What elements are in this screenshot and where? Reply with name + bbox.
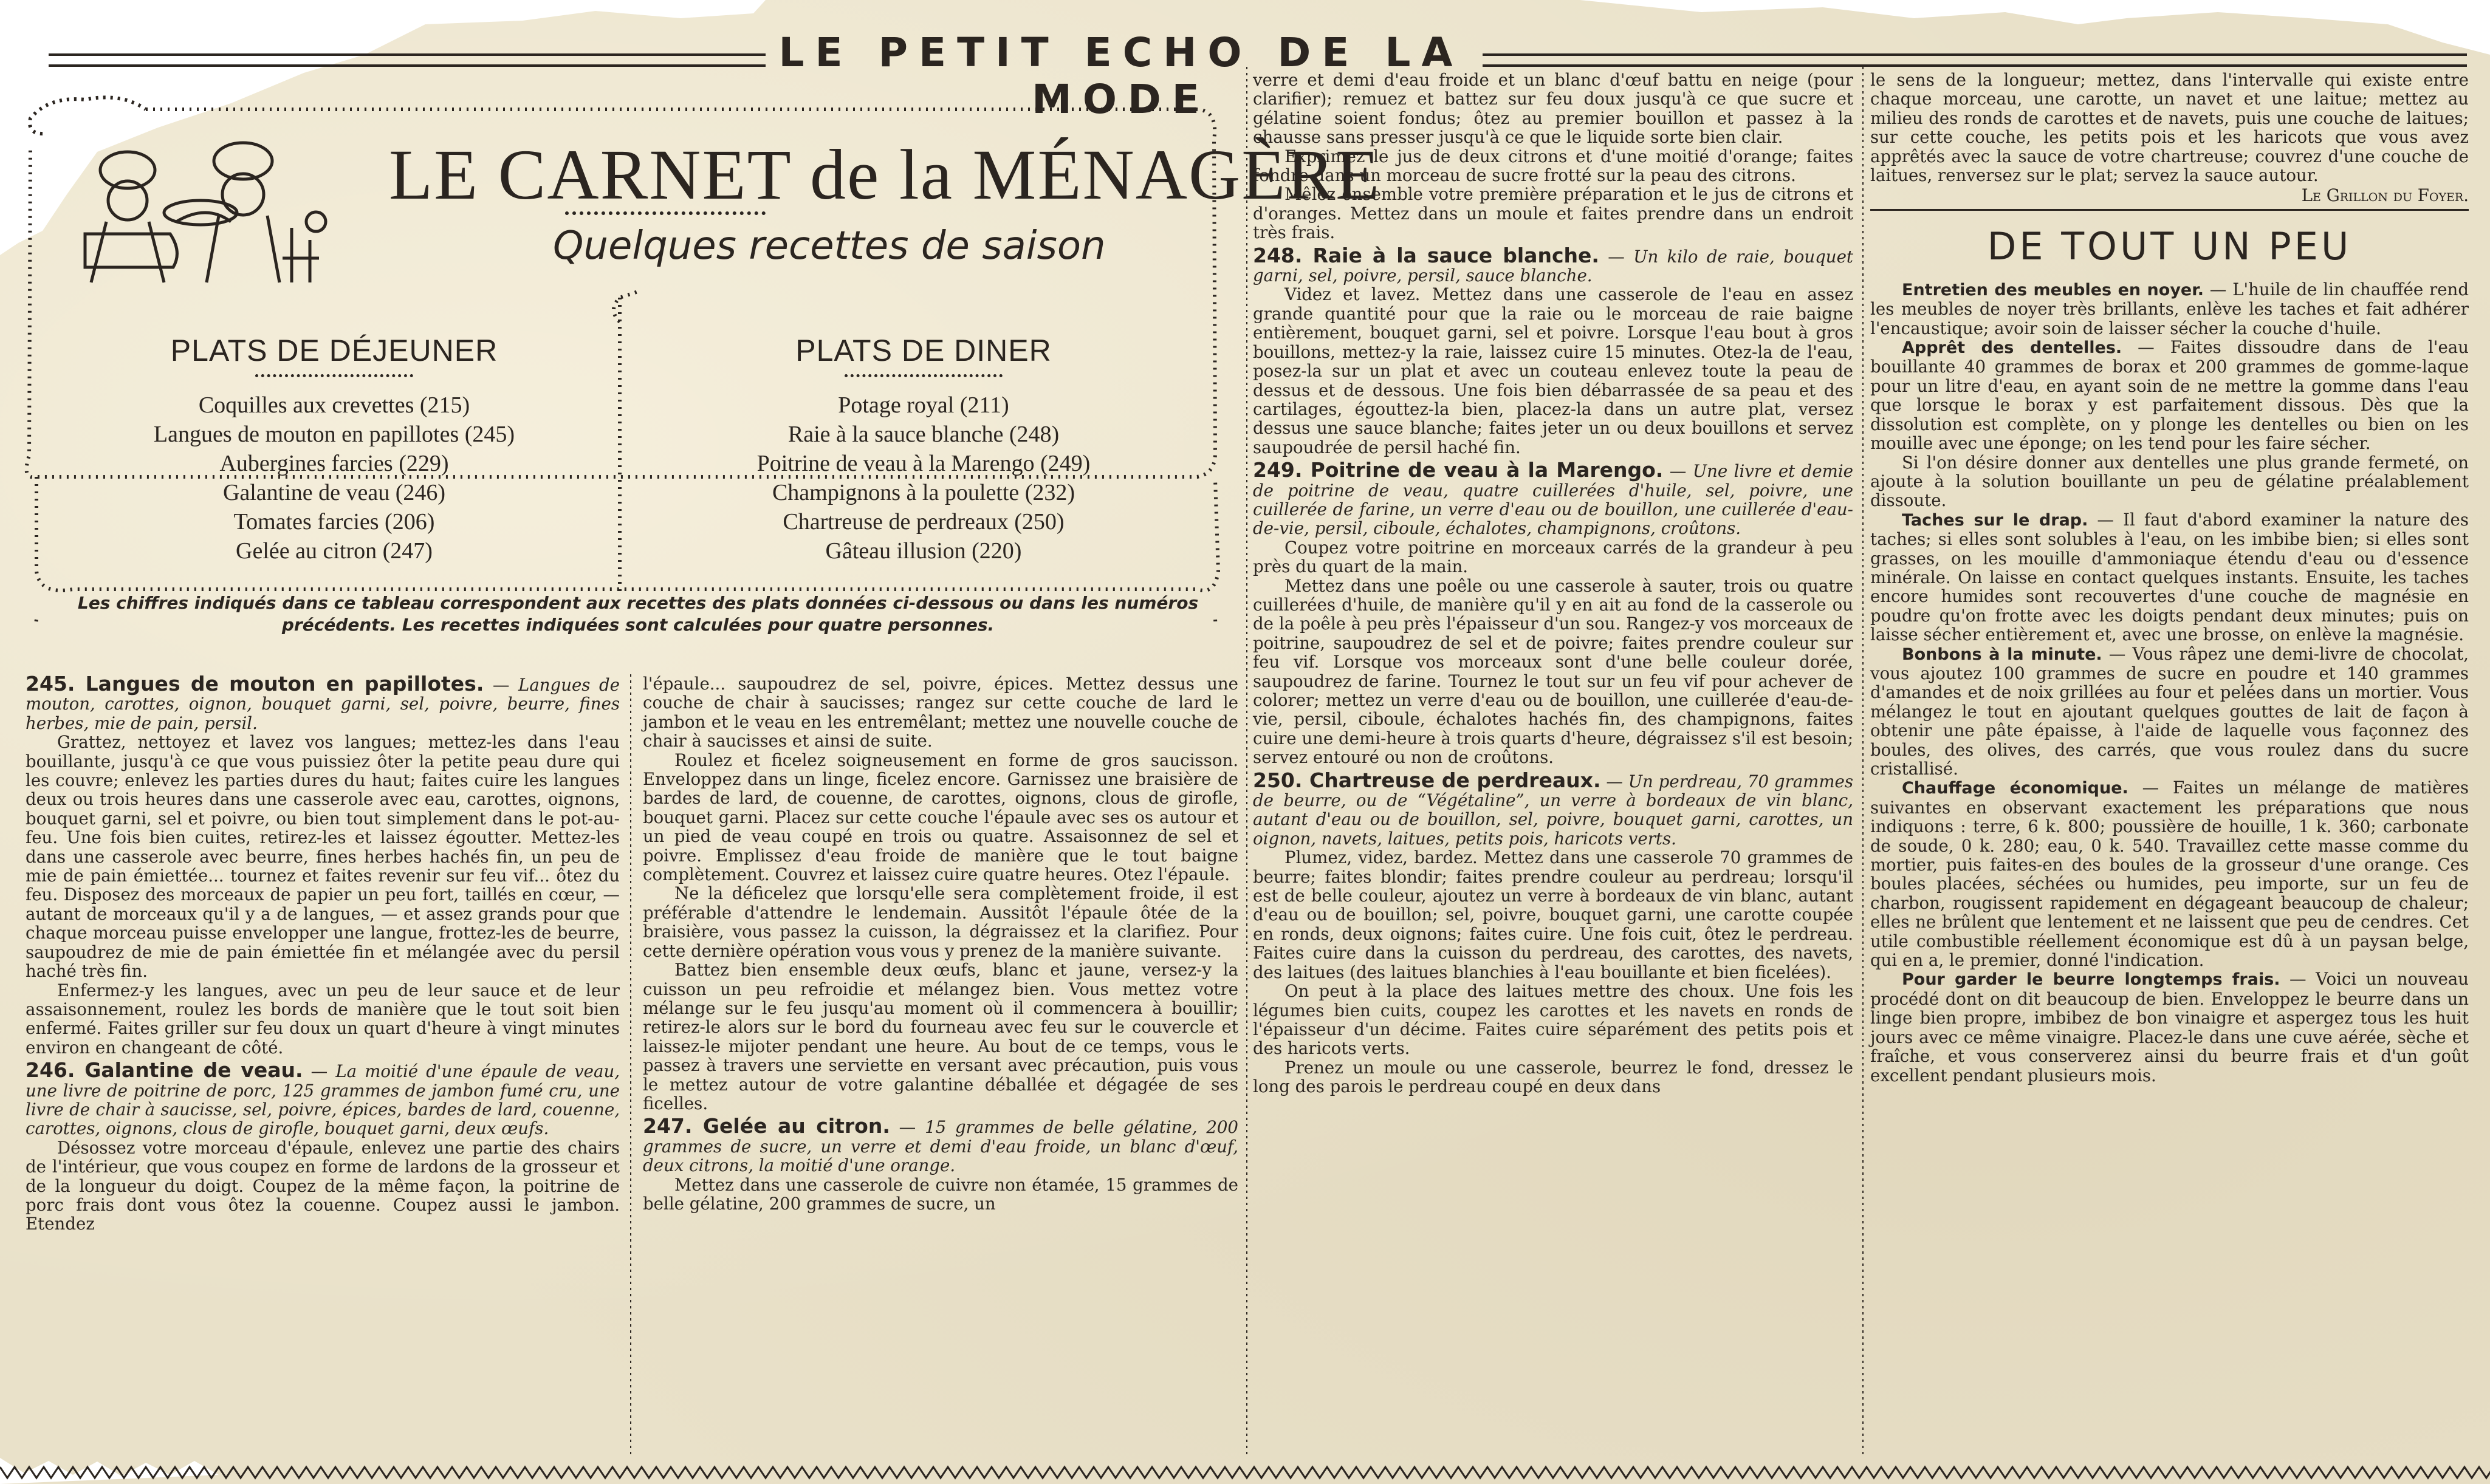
ingredients: La moitié d'une épaule de veau, une livre de poitrine de porc, 125 grammes de jambon fumé cru, une livre de chair à saucisse, sel, poivre, épices, bardes de lard, couenne, carottes, oignons, clous de girofle, bouquet garni, deux œufs.	[26, 1061, 620, 1139]
dejeuner-item: Gelée au citron (247)	[236, 538, 433, 564]
paragraph: Roulez et ficelez soigneusement en forme de gros saucisson. Enveloppez dans un linge, ficelez encore. Garnissez une braisière de bardes de lard, de couenne, de carottes, oignons, clous de girofle, bouquet garni. Placez sur cette couche l'épaule avec ses os autour et un pied de veau coupé en trois ou quatre. Assaisonnez de sel et poivre. Emplissez d'eau froide de manière que le tout baigne complètement. Couvrez et laissez cuire quatre heures. Otez l'épaule.	[643, 750, 1238, 885]
diner-item: Chartreuse de perdreaux (250)	[783, 509, 1065, 535]
dejeuner-item: Galantine de veau (246)	[222, 480, 446, 505]
paragraph: le sens de la longueur; mettez, dans l'intervalle qui existe entre chaque morceau, une carotte, un navet et une laitue; mettez au milieu des ronds de carottes et de navets, puis une couche de laitues; sur cette couche, les petits pois et les haricots que vous avez apprêtés avec la sauce de votre chartreuse; couvrez d'une couche de laitues, renversez sur le plat; servez la sauce autour.	[1870, 70, 2469, 186]
entry-text: Il faut d'abord examiner la nature des taches; si elles sont solubles à l'eau, on les imbibe bien; si elles sont grasses, on les mouille d'ammoniaque étendu d'eau ou d'essence minérale. On laisse en contact quelques instants. Ensuite, les taches encore humides sont recouvertes d'une couche de magnésie en poudre qu'on frotte avec les doigts pendant deux minutes; puis on laisse sécher entièrement et, avec une brosse, on enlève la magnésie.	[1870, 509, 2469, 645]
recipe-247: 247. Gelée au citron. — 15 grammes de belle gélatine, 200 grammes de sucre, un verre et demi d'eau froide, un blanc d'œuf, deux citrons, la moitié d'une orange.	[643, 1114, 1238, 1176]
entry-title: Pour garder le beurre longtemps frais.	[1902, 970, 2280, 990]
entry-text: Voici un nouveau procédé dont on dit beaucoup de bien. Enveloppez le beurre dans un linge bien propre, imbibez de bon vinaigre et aspergez tous les huit jours avec ce même vinaigre. Placez-le dans une cuve aérée, sèche et fraîche, et vous conserverez ainsi du beurre frais et d'un goût excellent pendant plusieurs mois.	[1870, 969, 2469, 1086]
dejeuner-item: Aubergines farcies (229)	[219, 451, 449, 476]
dejeuner-item: Langues de mouton en papillotes (245)	[153, 422, 515, 447]
de-tout-un-peu-title: DE TOUT UN PEU	[1987, 224, 2352, 268]
ingredients: Langues de mouton, carottes, oignon, bouquet garni, sel, poivre, beurre, fines herbes, mie de pain, persil.	[26, 675, 620, 733]
recipe-249: 249. Poitrine de veau à la Marengo. — Une livre et demie de poitrine de veau, quatre cuillerées d'huile, sel, poivre, une cuillerée de farine, un verre d'eau ou de bouillon, une cuillerée d'eau-de-vie, persil, ciboule, échalotes, champignons, croûtons.	[1253, 458, 1853, 539]
paragraph: Ne la déficelez que lorsqu'elle sera complètement froide, il est préférable d'attendre le lendemain. Aussitôt l'épaule ôtée de la braisière, vous passez la cuisson, la dégraissez et la clarifiez. Pour cette dernière opération vous vous y prenez de la manière suivante.	[643, 883, 1238, 961]
entry-dentelles: Apprêt des dentelles. — Faites dissoudre dans de l'eau bouillante 40 grammes de borax et 200 grammes de gomme-laque pour un litre d'eau, en ayant soin de ne mettre la gomme dans l'eau que lorsque le borax y est parfaitement dissous. Dès que la dissolution est complète, on y plonge les dentelles ou bien on les mouille avec une éponge; on les tend pour les faire sécher.	[1870, 337, 2469, 454]
ingredients: 15 grammes de belle gélatine, 200 grammes de sucre, un verre et demi d'eau froide, un blanc d'œuf, deux citrons, la moitié d'une orange.	[643, 1117, 1238, 1176]
diner-item: Gâteau illusion (220)	[825, 538, 1022, 564]
recipe-246: 246. Galantine de veau. — La moitié d'une épaule de veau, une livre de poitrine de porc, 125 grammes de jambon fumé cru, une livre de chair à saucisse, sel, poivre, épices, bardes de lard, couenne, carottes, oignons, clous de girofle, bouquet garni, deux œufs.	[26, 1058, 620, 1139]
dejeuner-heading: PLATS DE DÉJEUNER	[170, 333, 498, 368]
paragraph: Coupez votre poitrine en morceaux carrés de la grandeur à peu près du quart de la main.	[1253, 537, 1853, 577]
recipe-245: 245. Langues de mouton en papillotes. — Langues de mouton, carottes, oignon, bouquet garni, sel, poivre, beurre, fines herbes, mie de pain, persil.	[26, 672, 620, 733]
diner-heading: PLATS DE DINER	[795, 333, 1052, 368]
paragraph: Mettez dans une poêle ou une casserole à sauter, trois ou quatre cuillerées d'huile, de manière qu'il y en ait au fond de la casserole ou de la poêle à peu près l'épaisseur d'un sou. Rangez-y vos morceaux de poitrine, saupoudrez de sel et de poivre; faites prendre couleur sur feu vif. Lorsque vos morceaux sont d'une belle couleur dorée, saupoudrez de farine. Tournez le tout sur un feu vif pour achever de colorer; mettez un verre d'eau ou de bouillon, une cuillerée d'eau-de-vie, persil, ciboule, échalotes hachés fin, des champignons, faites cuire une demi-heure à trois quarts d'heure, dégraissez s'il est besoin; servez entouré ou non de croûtons.	[1253, 575, 1853, 768]
carnet-note-line1: Les chiffres indiqués dans ce tableau correspondent aux recettes des plats données ci-dessous ou dans les numéros	[77, 593, 1199, 613]
entry-text: Faites un mélange de matières suivantes en observant exactement les préparations que nous indiquons : terre, 6 k. 800; poussière de houille, 1 k. 360; carbonate de soude, 0 k. 280; eau, 0 k. 540. Travaillez cette masse comme du mortier, puis faites-en des boules de la grosseur d'une orange. Ces boules placées, séchées ou humides, peu importe, sur un feu de charbon, rougissent rapidement en dégageant beaucoup de chaleur; elles ne brûlent que lentement et ne laissent que peu de cendres. Cet utile combustible réellement économique est dû à un paysan belge, qui en a, le premier, donné l'indication.	[1870, 778, 2469, 971]
paragraph: Mêlez ensemble votre première préparation et le jus de citrons et d'oranges. Mettez dans un moule et faites prendre dans un endroit très frais.	[1253, 184, 1853, 243]
paragraph: Grattez, nettoyez et lavez vos langues; mettez-les dans l'eau bouillante, jusqu'à ce que vous puissiez ôter la petite peau dure qui les couvre; enlevez les parties dures du haut; faites cuire les langues deux ou trois heures dans une casserole avec eau, carottes, oignons, bouquet garni, sel et poivre, ou bien tout simplement dans le pot-au-feu. Une fois bien cuites, retirez-les et laissez égoutter. Mettez-les dans une casserole avec beurre, fines herbes hachés fin, un peu de mie de pain émiettée... tournez et faites revenir sur feu vif... ôtez du feu. Disposez des morceaux de papier un peu fort, taillés en cœur, — autant de morceaux qu'il y a de langues, — et assez grands pour que chaque morceau puisse envelopper une langue, frottez-les de beurre, saupoudrez de mie de pain émiettée fin et mélangée avec du persil haché très fin.	[26, 732, 620, 982]
ingredients: Une livre et demie de poitrine de veau, quatre cuillerées d'huile, sel, poivre, une cuillerée de farine, un verre d'eau ou de bouillon, une cuillerée d'eau-de-vie, persil, ciboule, échalotes, champignons, croûtons.	[1253, 461, 1853, 539]
entry-title: Taches sur le drap.	[1902, 510, 2088, 530]
carnet-note-line2: précédents. Les recettes indiquées sont calculées pour quatre personnes.	[281, 615, 995, 635]
entry-title: Bonbons à la minute.	[1902, 645, 2102, 664]
entry-text: Vous râpez une demi-livre de chocolat, vous ajoutez 100 grammes de sucre en poudre et 140 grammes d'amandes et de noix grillées au four et pelées dans un mortier. Vous mélangez le tout en ajoutant quelques gouttes de lait de façon à obtenir une pâte épaisse, à l'aide de laquelle vous façonnez des boules, des olives, des carrés, que vous roulez dans du sucre cristallisé.	[1870, 643, 2469, 779]
recipe-title: 249. Poitrine de veau à la Marengo.	[1253, 458, 1664, 482]
diner-item: Potage royal (211)	[838, 392, 1009, 418]
paragraph: Plumez, videz, bardez. Mettez dans une casserole 70 grammes de beurre; faites blondir; faites prendre couleur au perdreau; lorsqu'il est de belle couleur, ajoutez un verre à bordeaux de vin blanc, autant d'eau ou de bouillon; sel, poivre, bouquet garni, une carotte coupée en ronds, deux oignons; faites cuire. Une fois cuit, ôtez le perdreau. Faites cuire dans la cuisson du perdreau, des carottes, des navets, des laitues (des laitues blanchies à l'eau bouillante et bien ficelées).	[1253, 847, 1853, 982]
recipe-title: 247. Gelée au citron.	[643, 1114, 890, 1138]
entry-bonbons: Bonbons à la minute. — Vous râpez une demi-livre de chocolat, vous ajoutez 100 grammes de sucre en poudre et 140 grammes d'amandes et de noix grillées au four et pelées dans un mortier. Vous mélangez le tout en ajoutant quelques gouttes de lait de façon à obtenir une pâte épaisse, à l'aide de laquelle vous façonnez des boules, des olives, des carrés, que vous roulez dans du sucre cristallisé.	[1870, 643, 2469, 779]
masthead-title: LE PETIT ECHO DE LA MODE	[778, 29, 1464, 123]
entry-title: Entretien des meubles en noyer.	[1902, 280, 2204, 299]
recipe-250: 250. Chartreuse de perdreaux. — Un perdreau, 70 grammes de beurre, ou de “Végétaline”, un verre à bordeaux de vin blanc, autant d'eau ou de bouillon, sel, poivre, bouquet garni, carottes, un oignon, navets, laitues, petits pois, haricots verts.	[1253, 768, 1853, 849]
dejeuner-item: Coquilles aux crevettes (215)	[198, 392, 470, 418]
carnet-subtitle: Quelques recettes de saison	[553, 224, 1106, 268]
diner-item: Champignons à la poulette (232)	[772, 480, 1075, 505]
entry-text: Faites dissoudre dans de l'eau bouillante 40 grammes de borax et 200 grammes de gomme-laque pour un litre d'eau, en ayant soin de ne mettre la gomme dans l'eau que lorsque le borax y est parfaitement dissous. Dès que la dissolution est complète, on y plonge les dentelles ou bien on les mouille avec une éponge; on les tend pour les faire sécher.	[1870, 337, 2469, 454]
paragraph: Exprimez le jus de deux citrons et d'une moitié d'orange; faites fondre dans un morceau de sucre frotté sur la peau des citrons.	[1253, 146, 1853, 186]
recipe-title: 245. Langues de mouton en papillotes.	[26, 672, 484, 696]
recipe-title: 250. Chartreuse de perdreaux.	[1253, 768, 1601, 792]
paragraph: Prenez un moule ou une casserole, beurrez le fond, dressez le long des parois le perdreau coupé en deux dans	[1253, 1057, 1853, 1097]
paragraph: Désossez votre morceau d'épaule, enlevez une partie des chairs de l'intérieur, que vous coupez en forme de lardons de la grosseur et de la longueur du doigt. Coupez de la même façon, la poitrine de porc frais dont vous ôtez la couenne. Coupez aussi le jambon. Etendez	[26, 1137, 620, 1234]
entry-beurre: Pour garder le beurre longtemps frais. — Voici un nouveau procédé dont on dit beaucoup de bien. Enveloppez le beurre dans un linge bien propre, imbibez de bon vinaigre et aspergez tous les huit jours avec ce même vinaigre. Placez-le dans une cuve aérée, sèche et fraîche, et vous conserverez ainsi du beurre frais et d'un goût excellent pendant plusieurs mois.	[1870, 969, 2469, 1086]
dejeuner-item: Tomates farcies (206)	[233, 509, 435, 535]
carnet-title: LE CARNET de la MÉNAGÈRE	[389, 135, 1381, 214]
diner-item: Poitrine de veau à la Marengo (249)	[756, 451, 1091, 476]
ingredients: Un perdreau, 70 grammes de beurre, ou de “Végétaline”, un verre à bordeaux de vin blanc, autant d'eau ou de bouillon, sel, poivre, bouquet garni, carottes, un oignon, navets, laitues, petits pois, haricots verts.	[1253, 771, 1853, 849]
signature: Le Grillon du Foyer.	[2301, 185, 2469, 206]
paragraph: Mettez dans une casserole de cuivre non étamée, 15 grammes de belle gélatine, 200 grammes de sucre, un	[643, 1174, 1238, 1214]
entry-chauffage: Chauffage économique. — Faites un mélange de matières suivantes en observant exactement les préparations que nous indiquons : terre, 6 k. 800; poussière de houille, 1 k. 360; carbonate de soude, 0 k. 280; eau, 0 k. 540. Travaillez cette masse comme du mortier, puis faites-en des boules de la grosseur d'une orange. Ces boules placées, séchées ou humides, peu importe, sur un feu de charbon, rougissent rapidement en dégageant beaucoup de chaleur; elles ne brûlent que lentement et ne laissent que peu de cendres. Cet utile combustible réellement économique est dû à un paysan belge, qui en a, le premier, donné l'indication.	[1870, 778, 2469, 971]
recipe-title: 246. Galantine de veau.	[26, 1058, 303, 1082]
recipe-title: 248. Raie à la sauce blanche.	[1253, 243, 1599, 267]
paragraph: Enfermez-y les langues, avec un peu de leur sauce et de leur assaisonnement, roulez les bords de manière que le tout soit bien enfermé. Faites griller sur feu doux un quart d'heure à vingt minutes environ en changeant de côté.	[26, 980, 620, 1058]
ingredients: Un kilo de raie, bouquet garni, sel, poivre, persil, sauce blanche.	[1253, 246, 1853, 286]
paragraph: l'épaule... saupoudrez de sel, poivre, épices. Mettez dessus une couche de chair à saucisses; rangez sur cette couche de lard le jambon et le veau en les entremêlant; mettez une nouvelle couche de chair à saucisses et ainsi de suite.	[643, 674, 1238, 751]
paragraph: On peut à la place des laitues mettre des choux. Une fois les légumes bien cuits, coupez les carottes et les navets en ronds de l'épaisseur d'un décime. Faites cuire séparément des petits pois et des haricots verts.	[1253, 981, 1853, 1059]
entry-meubles: Entretien des meubles en noyer. — L'huile de lin chauffée rend les meubles de noyer très brillants, enlève les taches et fait adhérer l'encaustique; avoir soin de laisser sécher la couche d'huile.	[1870, 279, 2469, 338]
paragraph: Battez bien ensemble deux œufs, blanc et jaune, versez-y la cuisson un peu refroidie et mélangez bien. Vous mettez votre mélange sur le feu jusqu'au moment où il commencera à bouillir; retirez-le alors sur le bord du fourneau avec feu sur le couvercle et laissez-le mijoter pendant une heure. Au bout de ce temps, vous le passez à travers une serviette en versant avec précaution, puis vous le mettez autour de votre galantine déballée et dégagée de ses ficelles.	[643, 960, 1238, 1113]
entry-title: Chauffage économique.	[1902, 779, 2128, 798]
paragraph: Si l'on désire donner aux dentelles une plus grande fermeté, on ajoute à la solution bouillante un peu de gélatine préalablement dissoute.	[1870, 452, 2469, 511]
diner-item: Raie à la sauce blanche (248)	[787, 422, 1060, 447]
entry-taches: Taches sur le drap. — Il faut d'abord examiner la nature des taches; si elles sont solubles à l'eau, on les imbibe bien; si elles sont grasses, on les mouille d'ammoniaque étendu d'eau ou d'essence minérale. On laisse en contact quelques instants. Ensuite, les taches encore humides sont recouvertes d'une couche de magnésie en poudre qu'on frotte avec les doigts pendant deux minutes; puis on laisse sécher entièrement et, avec une brosse, on enlève la magnésie.	[1870, 509, 2469, 645]
entry-text: L'huile de lin chauffée rend les meubles de noyer très brillants, enlève les taches et fait adhérer l'encaustique; avoir soin de laisser sécher la couche d'huile.	[1870, 279, 2469, 338]
bottom-border	[0, 1461, 2490, 1484]
paragraph: verre et demi d'eau froide et un blanc d'œuf battu en neige (pour clarifier); remuez et battez sur feu doux jusqu'à ce que sucre et gélatine soient fondus; ôtez au premier bouillon et passez à la chausse sans presser jusqu'à ce que le liquide sorte bien clair.	[1253, 70, 1853, 148]
paragraph: Videz et lavez. Mettez dans une casserole de l'eau en assez grande quantité pour que la raie ou le morceau de raie baigne entièrement, bouquet garni, sel et poivre. Lorsque l'eau bout à gros bouillons, mettez-y la raie, laissez cuire 15 minutes. Otez-la de l'eau, posez-la sur un plat et avec un couteau enlevez toute la peau de dessus et de dessous. Une fois bien débarrassée de sa peau et des cartilages, égouttez-la bien, placez-la dans un autre plat, versez dessus une sauce blanche; faites jeter un ou deux bouillons et servez saupoudrée de persil haché fin.	[1253, 284, 1853, 457]
recipe-248: 248. Raie à la sauce blanche. — Un kilo de raie, bouquet garni, sel, poivre, persil, sauce blanche.	[1253, 243, 1853, 286]
entry-title: Apprêt des dentelles.	[1902, 338, 2122, 358]
